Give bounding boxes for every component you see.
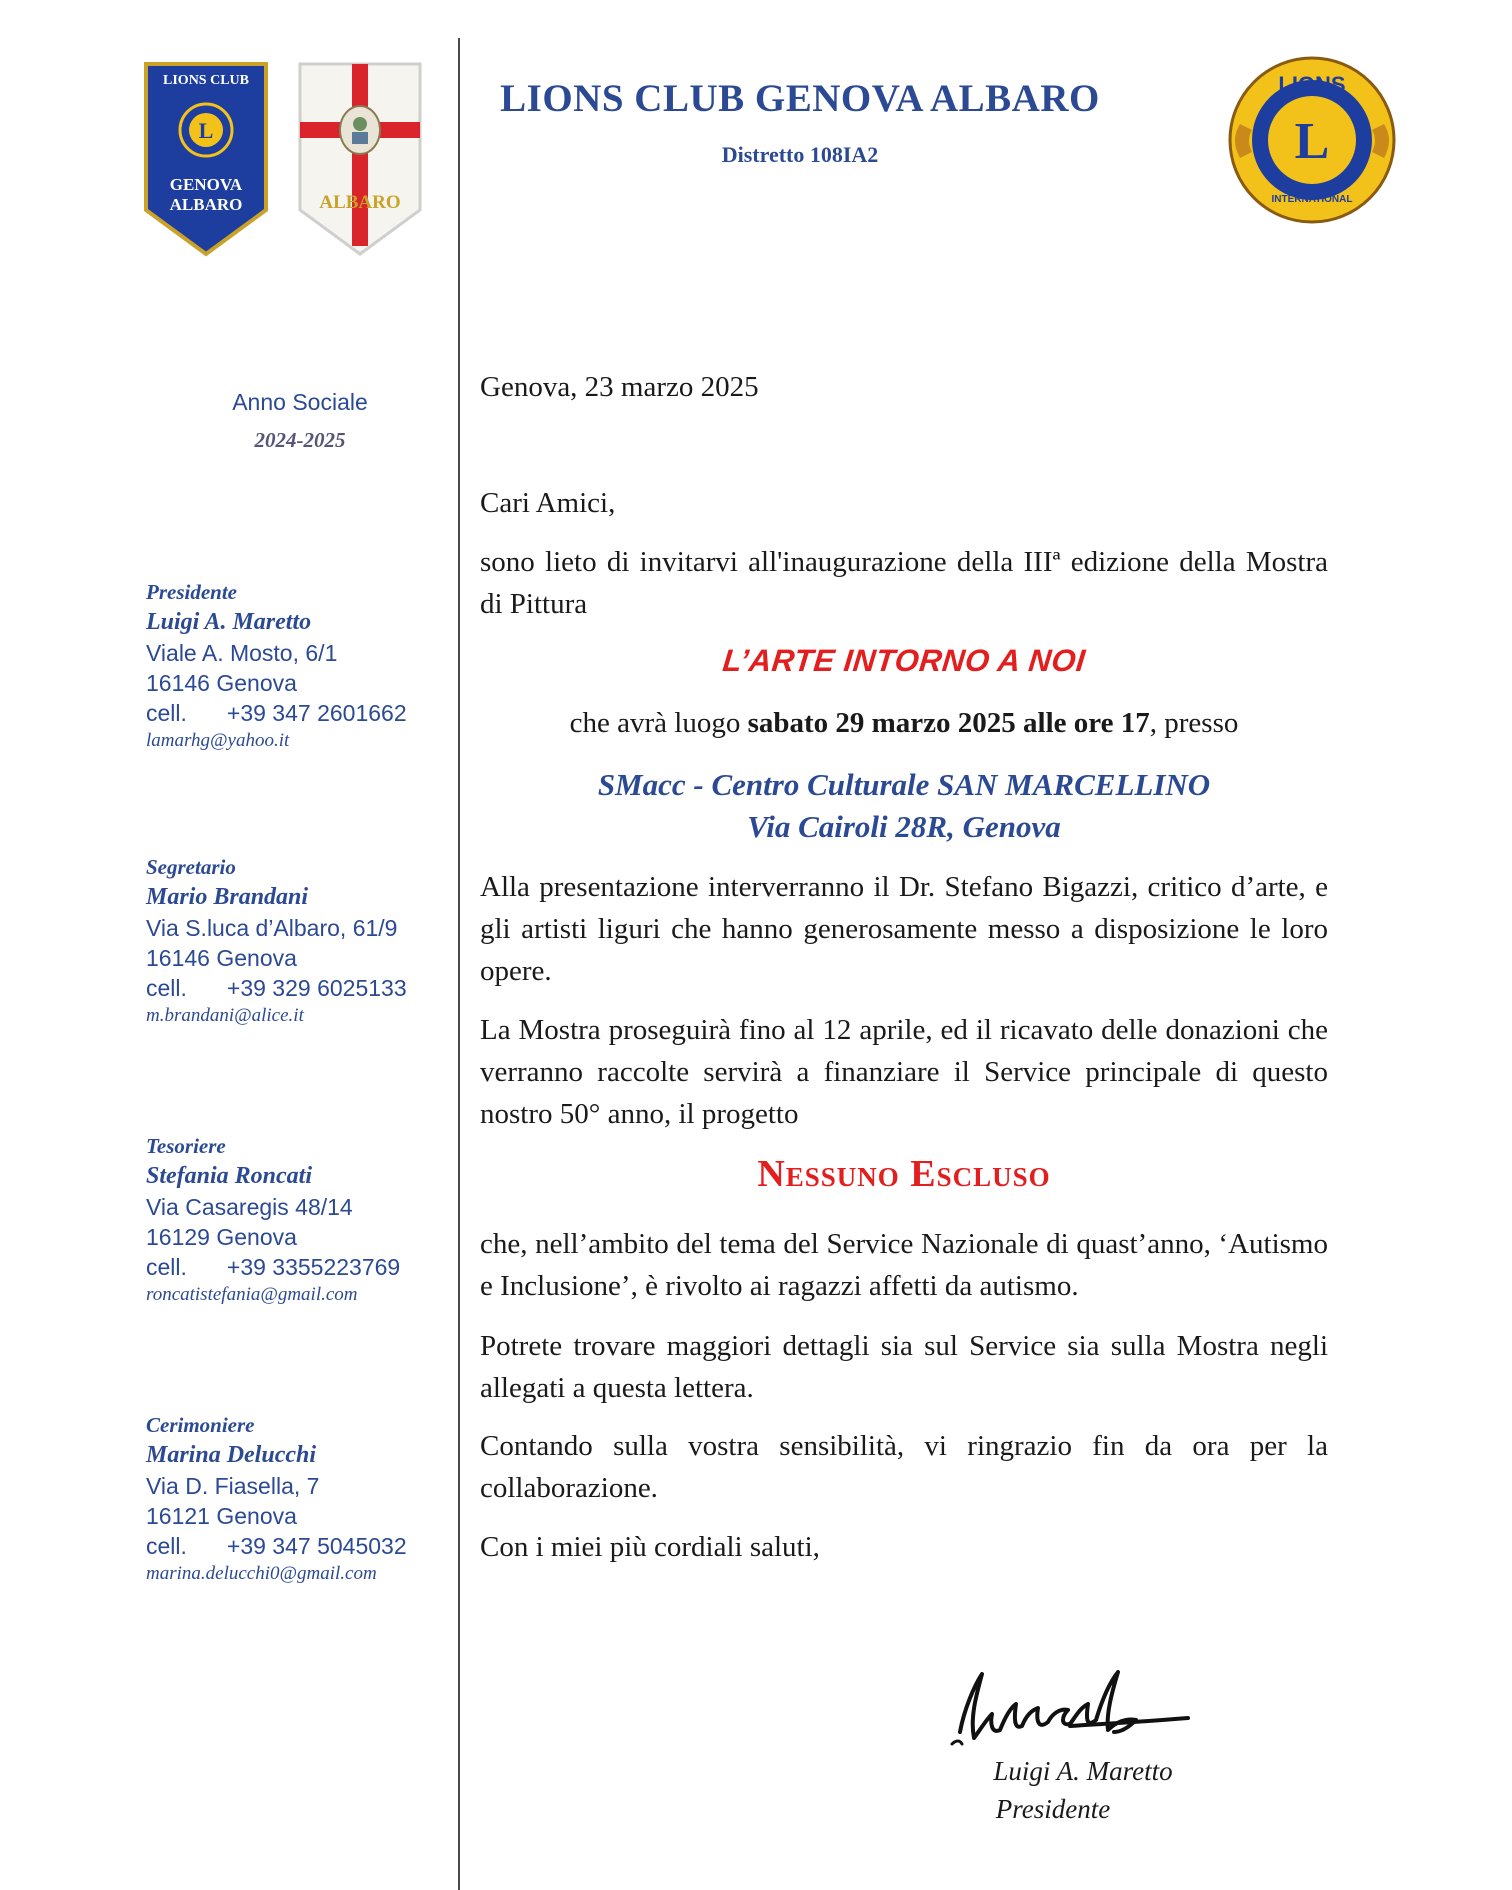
cell-label: cell.: [146, 700, 187, 726]
phone-number: +39 329 6025133: [226, 975, 407, 1001]
paragraph-presentation: Alla presentazione interverranno il Dr. Stefano Bigazzi, critico d’arte, e gli artisti liguri che hanno generosamente messo a disposizione le loro opere.: [480, 871, 1328, 987]
officer-email: roncatistefania@gmail.com: [146, 1284, 358, 1305]
officer-email: marina.delucchi0@gmail.com: [146, 1563, 377, 1584]
lions-logo-bottom: INTERNATIONAL: [1271, 194, 1353, 205]
club-title: LIONS CLUB GENOVA ALBARO: [500, 77, 1100, 120]
paragraph-mostra: La Mostra proseguirà fino al 12 aprile, ed il ricavato delle donazioni che verranno raccolte servirà a finanziare il Service principale di questo nostro 50° anno, il progetto: [480, 1014, 1328, 1130]
officer-email: lamarhg@yahoo.it: [146, 730, 290, 751]
albaro-cross-pennant: [296, 60, 424, 258]
letter-closing: Con i miei più cordiali saluti,: [480, 1531, 820, 1563]
phone-number: +39 347 2601662: [226, 700, 407, 726]
lions-international-logo: [1226, 54, 1398, 226]
paragraph-dettagli: Potrete trovare maggiori dettagli sia sul Service sia sulla Mostra negli allegati a questa lettera.: [480, 1330, 1328, 1404]
officer-address: Via S.luca d’Albaro, 61/9: [146, 915, 398, 941]
officer-city: 16146 Genova: [146, 670, 297, 696]
venue-address: Via Cairoli 28R, Genova: [747, 809, 1061, 844]
officer-name: Mario Brandani: [146, 884, 309, 910]
officer-role: Tesoriere: [146, 1134, 226, 1158]
when-suffix: , presso: [1149, 707, 1239, 739]
lions-club-genova-albaro-pennant: [142, 60, 270, 258]
lions-logo-top: LIONS: [1278, 72, 1346, 97]
lions-logo-letter: L: [1294, 113, 1330, 170]
event-when: [480, 702, 1328, 744]
pennant-top-text: LIONS CLUB: [163, 73, 249, 88]
cell-label: cell.: [146, 1254, 187, 1280]
officer-city: 16129 Genova: [146, 1224, 297, 1250]
handwritten-signature: [930, 1660, 1210, 1760]
officer-phone: [146, 698, 466, 728]
project-title: Nessuno Escluso: [757, 1153, 1051, 1195]
signer-role: Presidente: [995, 1794, 1111, 1824]
cell-label: cell.: [146, 975, 187, 1001]
officer-phone: [146, 1252, 466, 1282]
event-title: L’ARTE INTORNO A NOI: [720, 643, 1088, 678]
officer-tesoriere: [146, 1132, 466, 1308]
pennant-logo-letter: L: [198, 118, 214, 143]
officer-email: m.brandani@alice.it: [146, 1005, 304, 1026]
when-prefix: che avrà luogo: [569, 707, 748, 739]
phone-number: +39 347 5045032: [226, 1533, 407, 1559]
paragraph-grazie: Contando sulla vostra sensibilità, vi ringrazio fin da ora per la collaborazione.: [480, 1430, 1328, 1504]
officer-name: Marina Delucchi: [146, 1442, 317, 1468]
albaro-pennant-label: ALBARO: [319, 192, 401, 213]
phone-number: +39 3355223769: [226, 1254, 401, 1280]
officer-presidente: [146, 578, 466, 754]
officer-name: Luigi A. Maretto: [146, 609, 312, 635]
anno-sociale-label: Anno Sociale: [232, 389, 368, 415]
officer-city: 16121 Genova: [146, 1503, 297, 1529]
paragraph-tema: che, nell’ambito del tema del Service Nazionale di quast’anno, ‘Autismo e Inclusione’, è rivolto ai ragazzi affetti da autismo.: [480, 1228, 1328, 1302]
when-date-time: sabato 29 marzo 2025 alle ore 17: [747, 707, 1150, 739]
district-label: Distretto 108IA2: [721, 142, 879, 167]
officer-cerimoniere: [146, 1411, 466, 1587]
officer-phone: [146, 973, 466, 1003]
officer-name: Stefania Roncati: [146, 1163, 313, 1189]
letter-date: Genova, 23 marzo 2025: [480, 371, 759, 403]
officer-phone: [146, 1531, 466, 1561]
cell-label: cell.: [146, 1533, 187, 1559]
officer-address: Via Casaregis 48/14: [146, 1194, 353, 1220]
pennant-bottom-line1: GENOVA: [169, 175, 243, 194]
officer-city: 16146 Genova: [146, 945, 297, 971]
officer-address: Via D. Fiasella, 7: [146, 1473, 320, 1499]
signer-name: Luigi A. Maretto: [993, 1756, 1173, 1786]
pennant-bottom-line2: ALBARO: [169, 195, 243, 214]
anno-sociale-years: 2024-2025: [254, 428, 346, 452]
venue-name: SMacc - Centro Culturale SAN MARCELLINO: [597, 767, 1211, 802]
officer-segretario: [146, 853, 466, 1029]
officer-role: Segretario: [146, 855, 236, 879]
letter-intro: sono lieto di invitarvi all'inaugurazione della IIIª edizione della Mostra di Pittura: [480, 546, 1328, 620]
officer-role: Cerimoniere: [146, 1413, 255, 1437]
letter-greeting: Cari Amici,: [480, 487, 616, 519]
officer-address: Viale A. Mosto, 6/1: [146, 640, 338, 666]
officer-role: Presidente: [146, 580, 237, 604]
